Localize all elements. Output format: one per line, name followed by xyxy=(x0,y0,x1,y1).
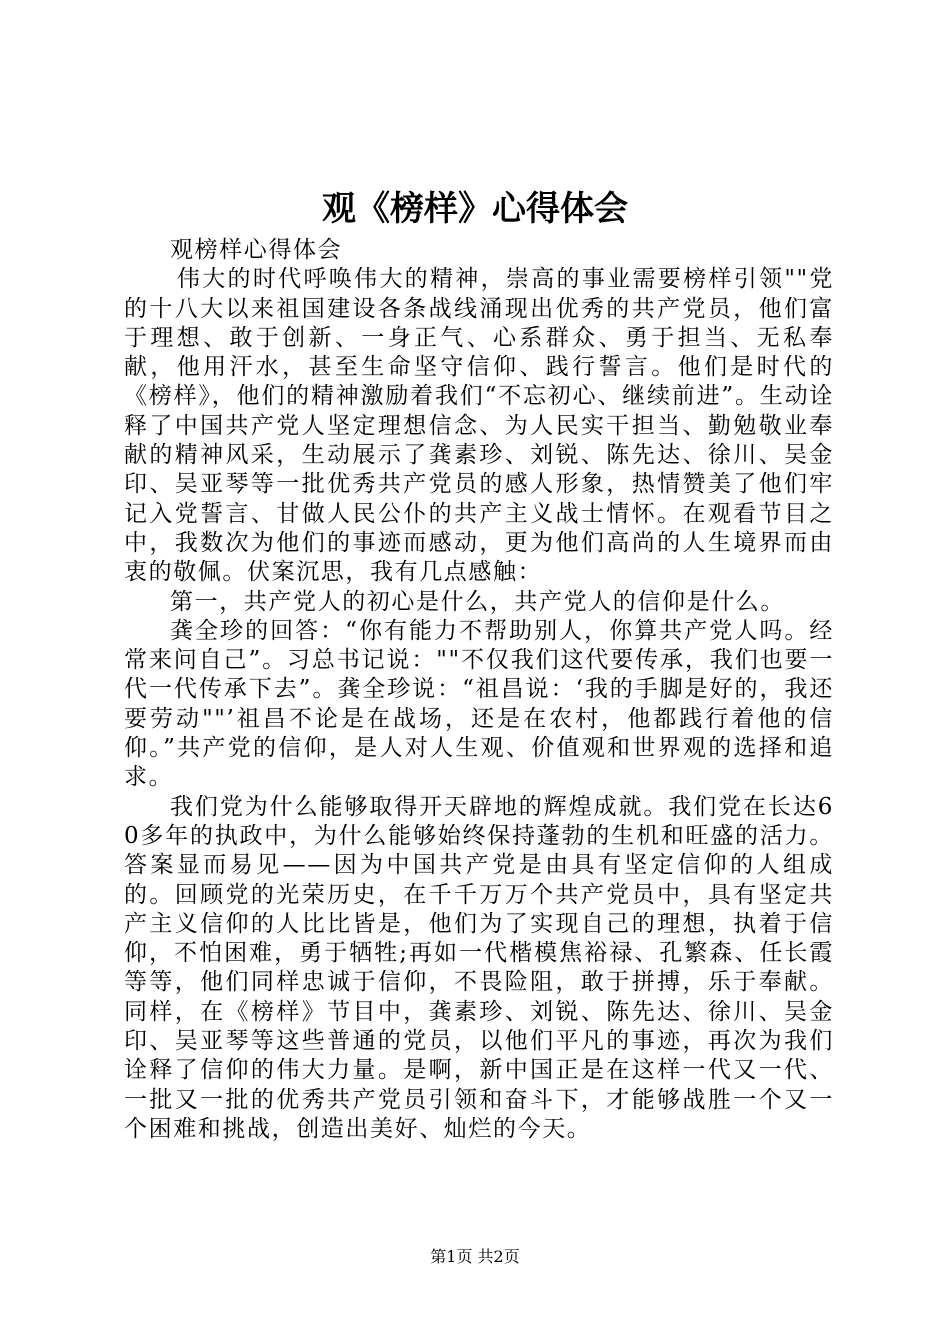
document-body xyxy=(124,236,834,1144)
paragraph-intro: 伟大的时代呼唤伟大的精神，崇高的事业需要榜样引领""党的十八大以来祖国建设各条战线涌现出优秀的共产党员，他们富于理想、敢于创新、一身正气、心系群众、勇于担当、无私奉献，他用汗水，甚至生命坚守信仰、践行誓言。他们是时代的《榜样》，他们的精神激励着我们“不忘初心、继续前进”。生动诠释了中国共产党人坚定理想信念、为人民实干担当、勤勉敬业奉献的精神风采，生动展示了龚素珍、刘锐、陈先达、徐川、吴金印、吴亚琴等一批优秀共产党员的感人形象，热情赞美了他们牢记入党誓言、甘做人民公仆的共产主义战士情怀。在观看节目之中，我数次为他们的事迹而感动，更为他们高尚的人生境界而由衷的敬佩。伏案沉思，我有几点感触： xyxy=(124,266,834,586)
paragraph-quote: 龚全珍的回答：“你有能力不帮助别人，你算共产党人吗。经常来问自己”。习总书记说：""不仅我们这代要传承，我们也要一代一代传承下去”。龚全珍说：“祖昌说：‘我的手脚是好的，我还要劳动""’祖昌不论是在战场，还是在农村，他都践行着他的信仰。”共产党的信仰，是人对人生观、价值观和世界观的选择和追求。 xyxy=(124,617,834,791)
paragraph-point-one: 第一，共产党人的初心是什么，共产党人的信仰是什么。 xyxy=(170,588,785,615)
document-title: 观《榜样》心得体会 xyxy=(322,189,628,229)
paragraph-party-history: 我们党为什么能够取得开天辟地的辉煌成就。我们党在长达60多年的执政中，为什么能够始终保持蓬勃的生机和旺盛的活力。答案显而易见——因为中国共产党是由具有坚定信仰的人组成的。回顾党的光荣历史，在千千万万个共产党员中，具有坚定共产主义信仰的人比比皆是，他们为了实现自己的理想，执着于信仰，不怕困难，勇于牺牲;再如一代楷模焦裕禄、孔繁森、任长霞等等，他们同样忠诚于信仰，不畏险阻，敢于拼搏，乐于奉献。同样，在《榜样》节目中，龚素珍、刘锐、陈先达、徐川、吴金印、吴亚琴等这些普通的党员，以他们平凡的事迹，再次为我们诠释了信仰的伟大力量。是啊，新中国正是在这样一代又一代、一批又一批的优秀共产党员引领和奋斗下，才能够战胜一个又一个困难和挑战，创造出美好、灿烂的今天。 xyxy=(124,793,834,1142)
page-footer: 第1页 共2页 xyxy=(430,1247,520,1266)
paragraph-subtitle: 观榜样心得体会 xyxy=(170,237,343,263)
